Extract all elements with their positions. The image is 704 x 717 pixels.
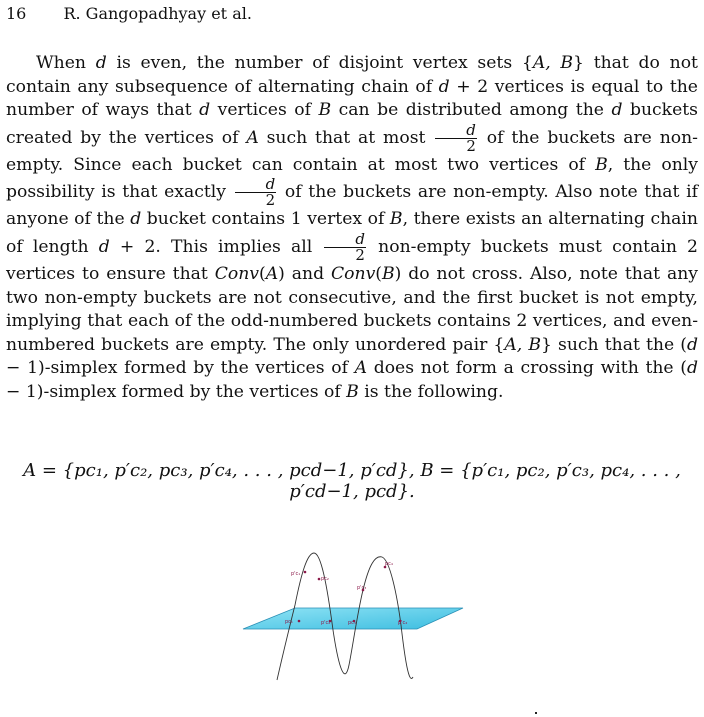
label-upper-2: pc₂ [321,576,329,582]
label-lower-2: p'c₂ [321,620,331,626]
label-lower-1: pc₁ [285,619,293,625]
label-upper-4: pc₄ [385,561,393,567]
vertex-point [304,571,307,574]
vertex-point [318,578,321,581]
label-upper-1: p'c₁ [291,571,301,577]
fraction-d-over-2: $\frac{d}{2}$ [435,123,477,154]
label-upper-3: p'c₃ [357,585,367,591]
page-number: 16 [6,4,27,23]
display-equation: A = {pc₁, p′c₂, pc₃, p′c₄, . . . , pcd−1, p′cd}, B = {p′c₁, pc₂, p′c₃, pc₄, . . . , p′cd−1, pcd}. [23,460,681,502]
stray-mark [535,712,537,714]
simplex-figure [235,545,475,690]
fraction-d-over-2: $\frac{d}{2}$ [324,232,366,263]
fraction-d-over-2: $\frac{d}{2}$ [235,177,277,208]
author-line: R. Gangopadhyay et al. [63,4,252,23]
vertex-point [298,620,301,623]
label-lower-3: pc₃ [348,620,356,626]
label-lower-4: p'c₄ [398,620,408,626]
running-header [6,4,252,23]
body-paragraph: When d is even, the number of disjoint vertex sets {A, B} that do not contain any subsequence of alternating chain of d + 2 vertices is equal to the number of ways that d vertices of B can be distributed among the d buckets created by the vertices of A such that at most $\frac{d}{2}$ of the buckets are non-empty. Since each bucket can contain at most two vertices of B, the only possibility is that exactly $\frac{d}{2}$ of the buckets are non-empty. Also note that if anyone of the d bucket contains 1 vertex of B, there exists an alternating chain of length d + 2. This implies all $\frac{d}{2}$ non-empty buckets must contain 2 vertices to ensure that Conv(A) and Conv(B) do not cross. Also, note that any two non-empty buckets are not consecutive, and the first bucket is not empty, implying that each of the odd-numbered buckets contains 2 vertices, and even-numbered buckets are empty. The only unordered pair {A, B} such that the (d − 1)-simplex formed by the vertices of A does not form a crossing with the (d − 1)-simplex formed by the vertices of B is the following. [6,53,698,402]
